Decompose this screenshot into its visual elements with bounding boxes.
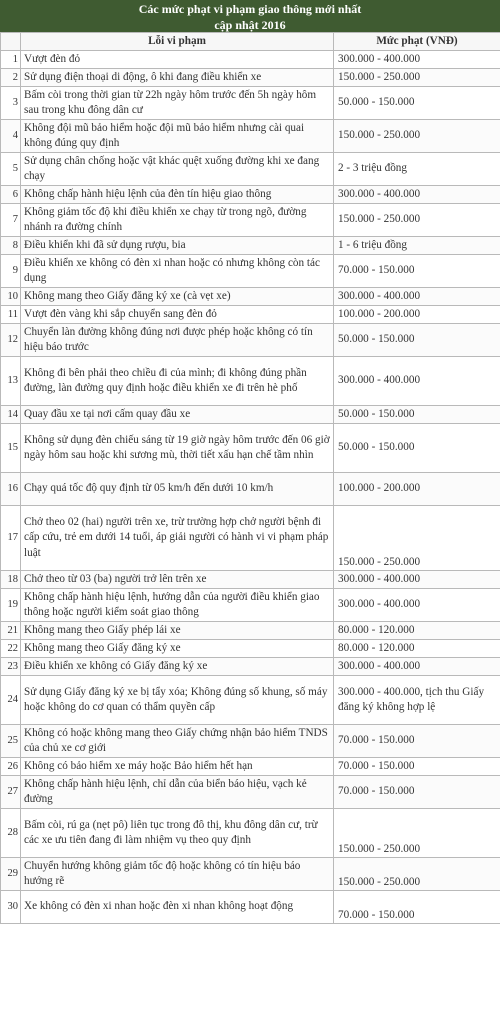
fine-cell: 50.000 - 150.000 xyxy=(334,87,500,120)
table-row xyxy=(1,506,500,571)
table-row xyxy=(1,288,500,306)
table-row xyxy=(1,809,500,858)
fine-cell: 300.000 - 400.000 xyxy=(334,357,500,406)
table-title xyxy=(0,0,500,32)
fine-cell: 300.000 - 400.000, tịch thu Giấy đăng ký không hợp lệ xyxy=(334,676,500,725)
violation-cell: Sử dụng điện thoại di động, ô khi đang điều khiển xe xyxy=(21,69,334,87)
title-line-1: Các mức phạt vi phạm giao thông mới nhất xyxy=(138,2,362,16)
row-number: 22 xyxy=(1,640,21,658)
table-row xyxy=(1,120,500,153)
fines-table xyxy=(0,32,500,924)
header-row xyxy=(1,33,500,51)
table-row xyxy=(1,589,500,622)
row-number: 30 xyxy=(1,891,21,924)
fine-cell: 300.000 - 400.000 xyxy=(334,288,500,306)
violation-cell: Không đội mũ bảo hiểm hoặc đội mũ bảo hiểm nhưng cài quai không đúng quy định xyxy=(21,120,334,153)
violation-cell: Không có hoặc không mang theo Giấy chứng nhận bảo hiểm TNDS của chủ xe cơ giới xyxy=(21,725,334,758)
violation-cell: Không có bảo hiểm xe máy hoặc Bảo hiểm hết hạn xyxy=(21,758,334,776)
table-row xyxy=(1,406,500,424)
row-number: 11 xyxy=(1,306,21,324)
violation-cell: Không mang theo Giấy phép lái xe xyxy=(21,622,334,640)
violation-cell: Điều khiển xe không có Giấy đăng ký xe xyxy=(21,658,334,676)
fine-cell: 150.000 - 250.000 xyxy=(334,809,500,858)
violation-cell: Chở theo 02 (hai) người trên xe, trừ trường hợp chở người bệnh đi cấp cứu, trẻ em dưới 14 tuổi, áp giải người có hành vi vi phạm pháp luật xyxy=(21,506,334,571)
table-row xyxy=(1,676,500,725)
title-line-2: cập nhật 2016 xyxy=(214,18,286,32)
violation-cell: Không giảm tốc độ khi điều khiển xe chạy từ trong ngõ, đường nhánh ra đường chính xyxy=(21,204,334,237)
header-violation: Lỗi vi phạm xyxy=(21,33,334,51)
violation-cell: Điều khiển khi đã sử dụng rượu, bia xyxy=(21,237,334,255)
violation-cell: Không chấp hành hiệu lệnh của đèn tín hiệu giao thông xyxy=(21,186,334,204)
fine-cell: 50.000 - 150.000 xyxy=(334,424,500,473)
header-fine: Mức phạt (VNĐ) xyxy=(334,33,500,51)
row-number: 2 xyxy=(1,69,21,87)
row-number: 5 xyxy=(1,153,21,186)
row-number: 6 xyxy=(1,186,21,204)
fine-cell: 70.000 - 150.000 xyxy=(334,891,500,924)
fine-cell: 300.000 - 400.000 xyxy=(334,186,500,204)
table-row xyxy=(1,424,500,473)
fine-cell: 2 - 3 triệu đồng xyxy=(334,153,500,186)
table-row xyxy=(1,306,500,324)
row-number: 25 xyxy=(1,725,21,758)
row-number: 10 xyxy=(1,288,21,306)
table-row xyxy=(1,51,500,69)
violation-cell: Quay đầu xe tại nơi cấm quay đầu xe xyxy=(21,406,334,424)
table-row xyxy=(1,858,500,891)
violation-cell: Không mang theo Giấy đăng ký xe xyxy=(21,640,334,658)
table-row xyxy=(1,776,500,809)
row-number: 8 xyxy=(1,237,21,255)
header-num xyxy=(1,33,21,51)
table-row xyxy=(1,69,500,87)
violation-cell: Không chấp hành hiệu lệnh, hướng dẫn của người điều khiển giao thông hoặc người kiểm soát giao thông xyxy=(21,589,334,622)
violation-cell: Vượt đèn vàng khi sắp chuyển sang đèn đỏ xyxy=(21,306,334,324)
row-number: 19 xyxy=(1,589,21,622)
violation-cell: Không chấp hành hiệu lệnh, chỉ dẫn của biển báo hiệu, vạch kẻ đường xyxy=(21,776,334,809)
fine-cell: 100.000 - 200.000 xyxy=(334,306,500,324)
row-number: 13 xyxy=(1,357,21,406)
fine-cell: 80.000 - 120.000 xyxy=(334,622,500,640)
violation-cell: Xe không có đèn xi nhan hoặc đèn xi nhan không hoạt động xyxy=(21,891,334,924)
row-number: 24 xyxy=(1,676,21,725)
table-row xyxy=(1,153,500,186)
table-row xyxy=(1,255,500,288)
fine-cell: 100.000 - 200.000 xyxy=(334,473,500,506)
fine-cell: 50.000 - 150.000 xyxy=(334,324,500,357)
row-number: 28 xyxy=(1,809,21,858)
violation-cell: Chở theo từ 03 (ba) người trở lên trên xe xyxy=(21,571,334,589)
row-number: 14 xyxy=(1,406,21,424)
table-row xyxy=(1,725,500,758)
violation-cell: Chạy quá tốc độ quy định từ 05 km/h đến dưới 10 km/h xyxy=(21,473,334,506)
fine-cell: 300.000 - 400.000 xyxy=(334,589,500,622)
row-number: 26 xyxy=(1,758,21,776)
row-number: 4 xyxy=(1,120,21,153)
table-row xyxy=(1,87,500,120)
row-number: 16 xyxy=(1,473,21,506)
fine-cell: 70.000 - 150.000 xyxy=(334,255,500,288)
violation-cell: Không mang theo Giấy đăng ký xe (cà vẹt xe) xyxy=(21,288,334,306)
table-row xyxy=(1,324,500,357)
violation-cell: Bấm còi, rú ga (nẹt pô) liên tục trong đô thị, khu đông dân cư, trừ các xe ưu tiên đang đi làm nhiệm vụ theo quy định xyxy=(21,809,334,858)
fine-cell: 300.000 - 400.000 xyxy=(334,51,500,69)
table-row xyxy=(1,204,500,237)
row-number: 29 xyxy=(1,858,21,891)
row-number: 3 xyxy=(1,87,21,120)
row-number: 21 xyxy=(1,622,21,640)
table-row xyxy=(1,357,500,406)
fine-cell: 50.000 - 150.000 xyxy=(334,406,500,424)
row-number: 18 xyxy=(1,571,21,589)
fine-cell: 150.000 - 250.000 xyxy=(334,120,500,153)
violation-cell: Sử dụng Giấy đăng ký xe bị tẩy xóa; Không đúng số khung, số máy hoặc không do cơ quan có thẩm quyền cấp xyxy=(21,676,334,725)
table-row xyxy=(1,622,500,640)
violation-cell: Không đi bên phải theo chiều đi của mình; đi không đúng phần đường, làn đường quy định hoặc điều khiển xe đi trên hè phố xyxy=(21,357,334,406)
table-row xyxy=(1,186,500,204)
violation-cell: Không sử dụng đèn chiếu sáng từ 19 giờ ngày hôm trước đến 06 giờ ngày hôm sau hoặc khi sương mù, thời tiết xấu hạn chế tầm nhìn xyxy=(21,424,334,473)
row-number: 23 xyxy=(1,658,21,676)
table-row xyxy=(1,758,500,776)
row-number: 27 xyxy=(1,776,21,809)
table-row xyxy=(1,640,500,658)
fine-cell: 80.000 - 120.000 xyxy=(334,640,500,658)
fine-cell: 150.000 - 250.000 xyxy=(334,858,500,891)
fine-cell: 150.000 - 250.000 xyxy=(334,506,500,571)
row-number: 1 xyxy=(1,51,21,69)
fine-cell: 70.000 - 150.000 xyxy=(334,758,500,776)
fine-cell: 300.000 - 400.000 xyxy=(334,658,500,676)
fine-cell: 70.000 - 150.000 xyxy=(334,776,500,809)
table-row xyxy=(1,473,500,506)
table-row xyxy=(1,891,500,924)
table-row xyxy=(1,658,500,676)
violation-cell: Điều khiển xe không có đèn xi nhan hoặc có nhưng không còn tác dụng xyxy=(21,255,334,288)
row-number: 12 xyxy=(1,324,21,357)
violation-cell: Chuyển hướng không giảm tốc độ hoặc không có tín hiệu báo hướng rẽ xyxy=(21,858,334,891)
violation-cell: Bấm còi trong thời gian từ 22h ngày hôm trước đến 5h ngày hôm sau trong khu đông dân cư xyxy=(21,87,334,120)
fine-cell: 150.000 - 250.000 xyxy=(334,204,500,237)
table-row xyxy=(1,237,500,255)
row-number: 15 xyxy=(1,424,21,473)
fine-cell: 150.000 - 250.000 xyxy=(334,69,500,87)
row-number: 17 xyxy=(1,506,21,571)
violation-cell: Vượt đèn đỏ xyxy=(21,51,334,69)
row-number: 7 xyxy=(1,204,21,237)
fine-cell: 300.000 - 400.000 xyxy=(334,571,500,589)
fine-cell: 70.000 - 150.000 xyxy=(334,725,500,758)
violation-cell: Chuyển làn đường không đúng nơi được phép hoặc không có tín hiệu báo trước xyxy=(21,324,334,357)
table-row xyxy=(1,571,500,589)
violation-cell: Sử dụng chân chống hoặc vật khác quệt xuống đường khi xe đang chạy xyxy=(21,153,334,186)
row-number: 9 xyxy=(1,255,21,288)
fine-cell: 1 - 6 triệu đồng xyxy=(334,237,500,255)
